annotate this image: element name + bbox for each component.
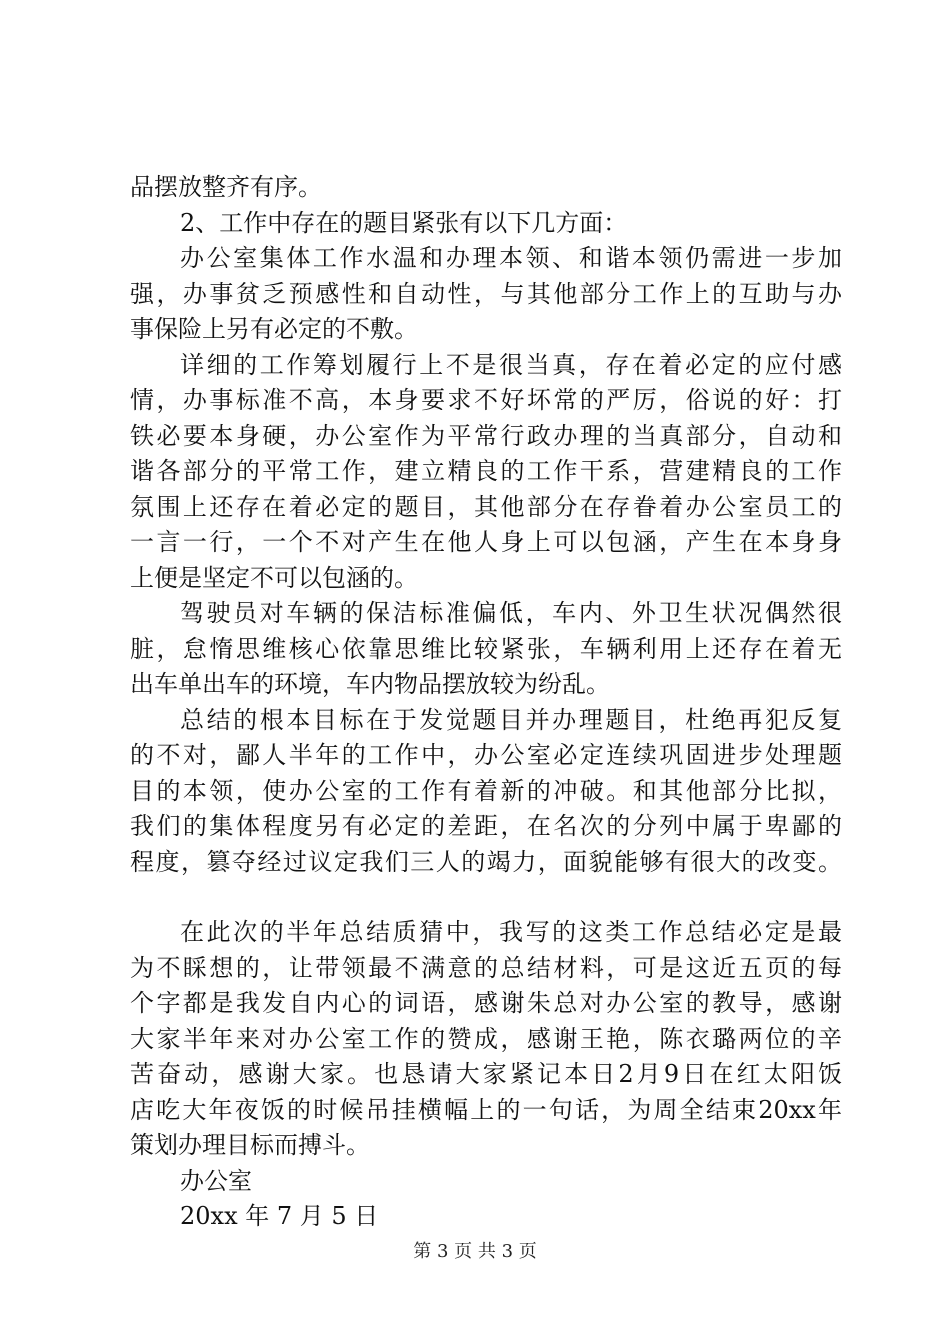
text-line: 品摆放整齐有序。 xyxy=(130,173,322,201)
text-line: 我们的集体程度另有必定的差距，在名次的分列中属于卑鄙的 xyxy=(130,812,842,840)
text-line: 店吃大年夜饭的时候吊挂横幅上的一句话，为周全结束20xx年 xyxy=(130,1095,842,1124)
signature-date: 20xx 年 7 月 5 日 xyxy=(180,1202,379,1230)
text-line: 大家半年来对办公室工作的赞成，感谢王艳，陈衣璐两位的辛 xyxy=(130,1024,842,1053)
text-line: 强，办事贫乏预感性和自动性，与其他部分工作上的互助与办 xyxy=(130,279,842,308)
text-line: 脏，怠惰思维核心依靠思维比较紧张，车辆利用上还存在着无 xyxy=(130,634,842,663)
text-line: 驾驶员对车辆的保洁标准偏低，车内、外卫生状况偶然很 xyxy=(180,599,842,627)
text-line: 总结的根本目标在于发觉题目并办理题目，杜绝再犯反复 xyxy=(180,705,842,734)
text-line: 在此次的半年总结质猜中，我写的这类工作总结必定是最 xyxy=(180,918,842,946)
text-line: 为不睬想的，让带领最不满意的总结材料，可是这近五页的每 xyxy=(130,953,842,982)
text-line: 情，办事标准不高，本身要求不好坏常的严厉，俗说的好：打 xyxy=(130,386,842,414)
text-line: 程度，篡夺经过议定我们三人的竭力，面貌能够有很大的改变。 xyxy=(130,847,842,876)
text-line: 苦奋动，感谢大家。也恳请大家紧记本日2月9日在红太阳饭 xyxy=(130,1060,842,1088)
page-footer: 第 3 页 共 3 页 xyxy=(413,1241,537,1262)
signature-department: 办公室 xyxy=(180,1166,252,1195)
text-line: 谐各部分的平常工作，建立精良的工作干系，营建精良的工作 xyxy=(130,457,842,485)
text-line: 策划办理目标而搏斗。 xyxy=(130,1131,370,1159)
text-line: 铁必要本身硬，办公室作为平常行政办理的当真部分，自动和 xyxy=(130,421,842,450)
section-heading: 2、工作中存在的题目紧张有以下几方面： xyxy=(180,208,628,237)
text-line: 的不对，鄙人半年的工作中，办公室必定连续巩固进步处理题 xyxy=(130,741,842,769)
text-line: 办公室集体工作水温和办理本领、和谐本领仍需进一步加 xyxy=(180,244,842,272)
text-line: 目的本领，使办公室的工作有着新的冲破。和其他部分比拟， xyxy=(130,776,842,805)
text-line: 出车单出车的环境，车内物品摆放较为纷乱。 xyxy=(130,670,610,698)
document-body xyxy=(130,170,842,1235)
text-line: 详细的工作筹划履行上不是很当真，存在着必定的应付感 xyxy=(180,350,842,379)
text-line: 氛围上还存在着必定的题目，其他部分在存眷着办公室员工的 xyxy=(130,492,842,521)
text-line: 个字都是我发自内心的词语，感谢朱总对办公室的教导，感谢 xyxy=(130,989,842,1017)
text-line: 上便是坚定不可以包涵的。 xyxy=(130,563,418,592)
text-line: 一言一行，一个不对产生在他人身上可以包涵，产生在本身身 xyxy=(130,528,842,556)
paragraph-gap xyxy=(130,880,842,915)
text-line: 事保险上另有必定的不敷。 xyxy=(130,315,418,343)
